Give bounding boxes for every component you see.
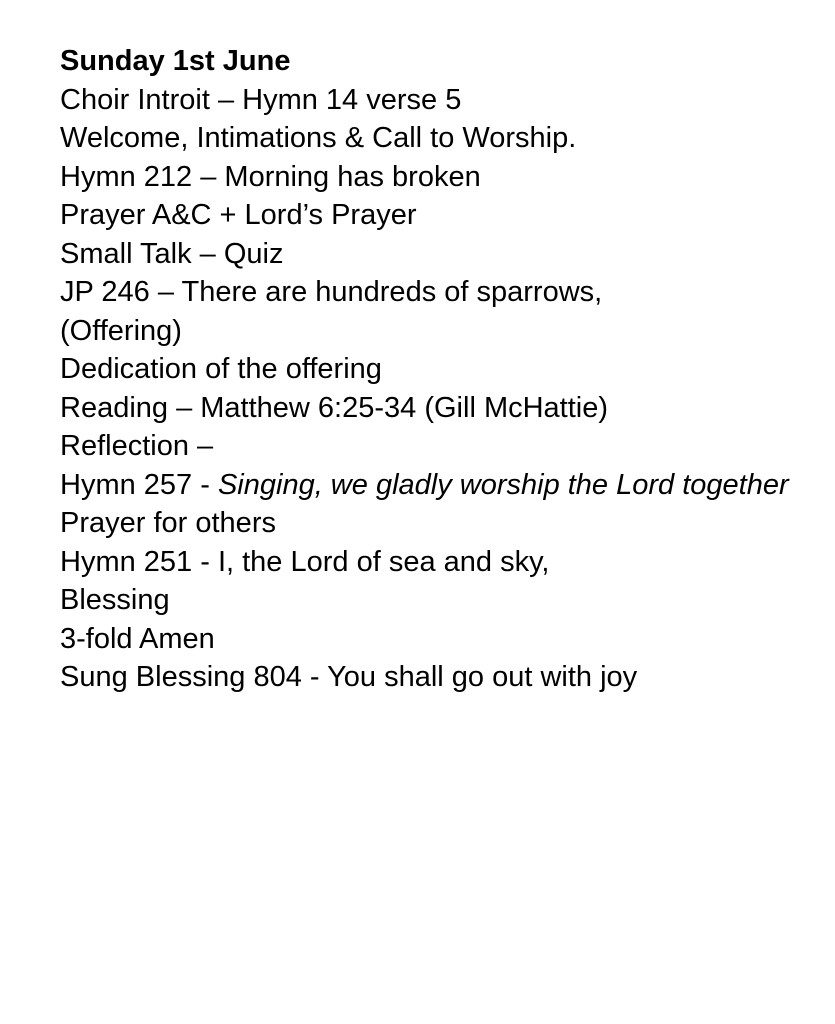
hymn-257-title: Singing, we gladly worship the Lord together bbox=[217, 468, 789, 501]
reflection: Reflection – bbox=[60, 430, 214, 462]
order-of-service bbox=[60, 42, 800, 697]
hymn-257-prefix: Hymn 257 - bbox=[60, 468, 218, 501]
hymn-212: Hymn 212 – Morning has broken bbox=[60, 160, 481, 193]
offering: (Offering) bbox=[60, 314, 182, 347]
service-date-heading: Sunday 1st June bbox=[60, 45, 291, 77]
hymn-251: Hymn 251 - I, the Lord of sea and sky, bbox=[60, 545, 550, 578]
dedication-of-offering: Dedication of the offering bbox=[60, 353, 382, 385]
prayer-adoration: Prayer A&C + Lord’s Prayer bbox=[60, 199, 417, 231]
welcome-intimations: Welcome, Intimations & Call to Worship. bbox=[60, 122, 577, 154]
jp-246: JP 246 – There are hundreds of sparrows, bbox=[60, 276, 603, 308]
prayer-for-others: Prayer for others bbox=[60, 507, 276, 539]
blessing: Blessing bbox=[60, 584, 170, 616]
three-fold-amen: 3-fold Amen bbox=[60, 622, 215, 655]
reading: Reading – Matthew 6:25-34 (Gill McHattie) bbox=[60, 391, 609, 424]
small-talk: Small Talk – Quiz bbox=[60, 237, 284, 270]
hymn-257 bbox=[60, 466, 800, 505]
sung-blessing-804: Sung Blessing 804 - You shall go out with joy bbox=[60, 661, 638, 693]
choir-introit: Choir Introit – Hymn 14 verse 5 bbox=[60, 83, 462, 116]
